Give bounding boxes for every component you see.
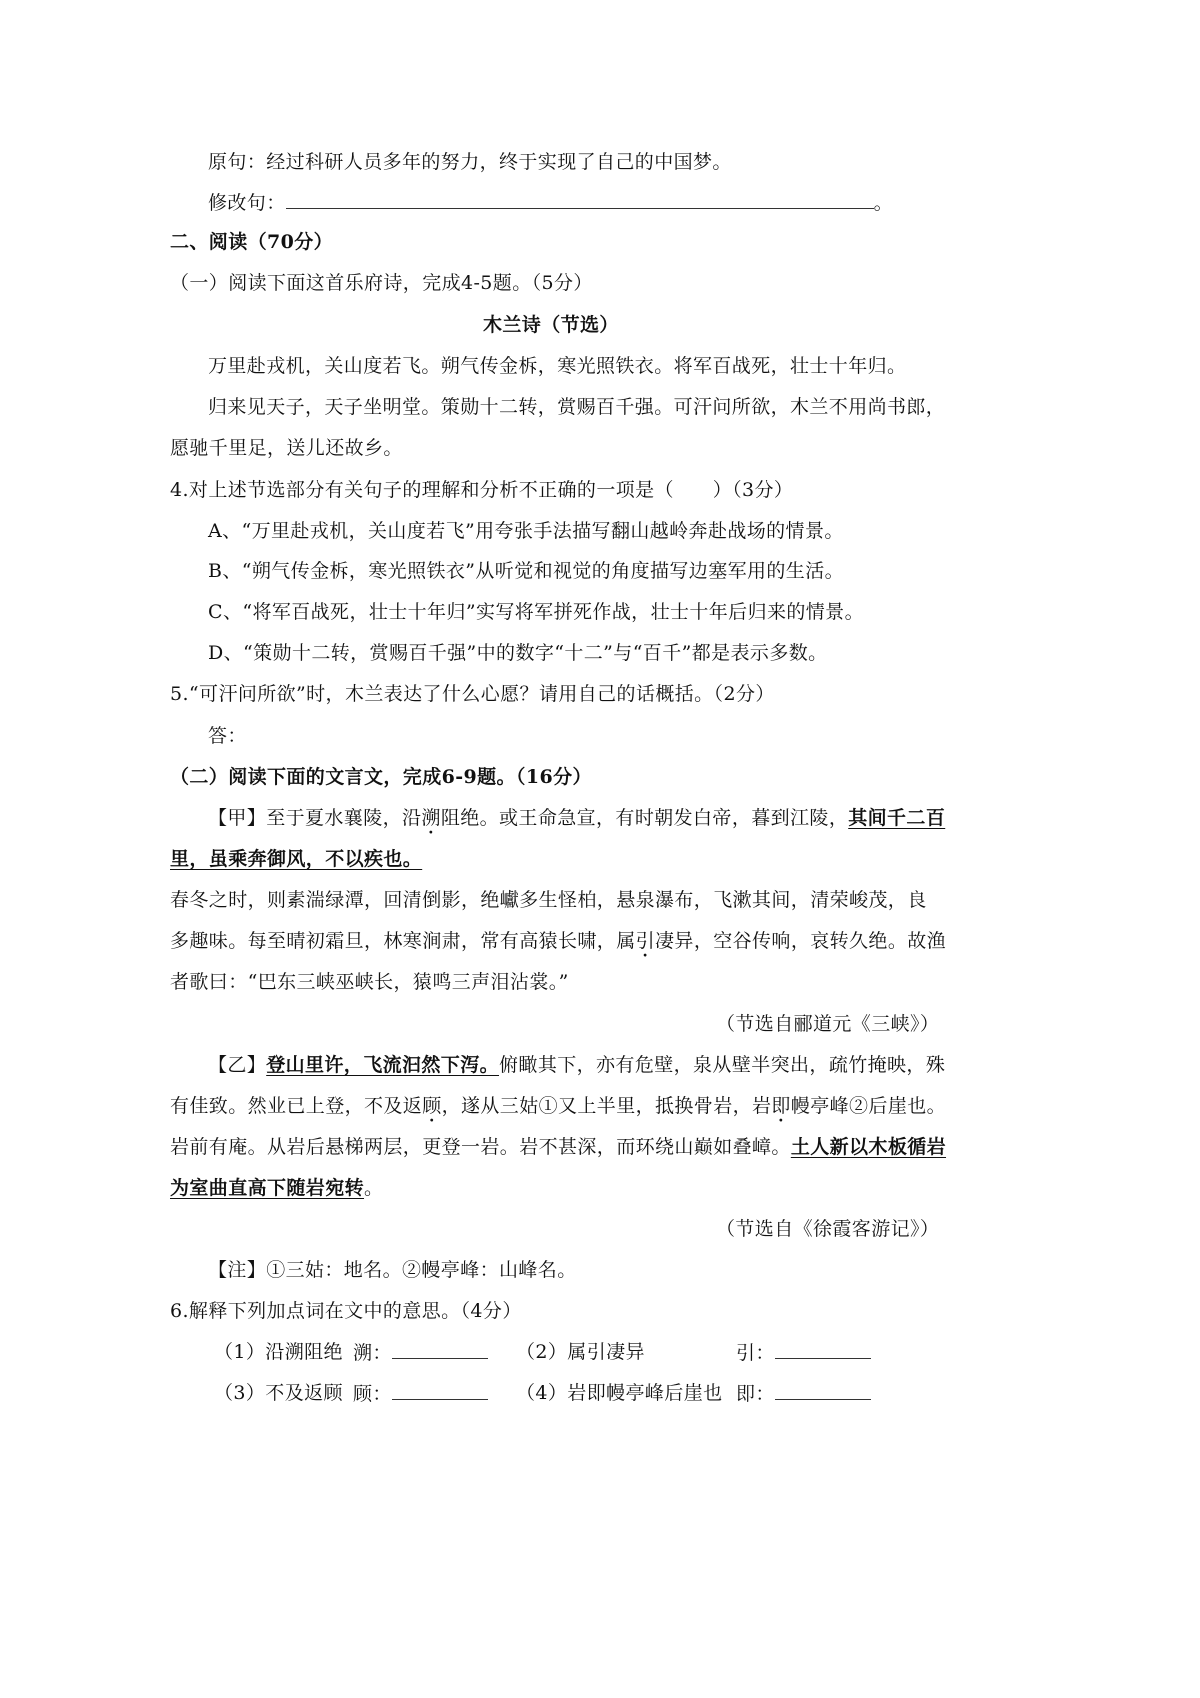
q6-item-2 [516, 1340, 645, 1364]
yi-text: 幔亭峰②后崖也。 [790, 1095, 947, 1117]
q6-answer-blank-3[interactable] [392, 1381, 488, 1400]
jia-text: 凄异，空谷传响，哀转久绝。故渔 [655, 930, 947, 952]
jia-text: 至于夏水襄陵，沿 [266, 807, 422, 829]
yi-text: 有佳致。然业已上登，不及返 [170, 1095, 423, 1117]
q6-item-4-word [736, 1381, 871, 1406]
q6-stem: 6.解释下列加点词在文中的意思。（4分） [170, 1300, 522, 1322]
q6-answer-blank-4[interactable] [775, 1381, 871, 1400]
revised-end: 。 [873, 192, 894, 214]
jia-source: （节选自郦道元《三峡》） [716, 1013, 940, 1035]
q6-item-word: 即： [736, 1383, 775, 1405]
q6-answer-blank-1[interactable] [392, 1340, 488, 1359]
yi-line-3 [170, 1135, 946, 1159]
dotted-word-ji: 即 [771, 1095, 791, 1117]
yi-note: 【注】①三姑：地名。②幔亭峰：山峰名。 [208, 1259, 577, 1281]
dotted-word-yin: 引 [635, 930, 656, 952]
poem-line-3: 愿驰千里足，送儿还故乡。 [170, 437, 403, 459]
revised-label: 修改句： [208, 192, 286, 214]
q5-stem: 5.“可汗问所欲”时，木兰表达了什么心愿？请用自己的话概括。（2分） [170, 683, 775, 705]
q6-item-2-word [736, 1340, 871, 1365]
yi-underlined-sentence: 登山里许，飞流汩然下泻。 [266, 1054, 500, 1076]
yi-line-2 [170, 1094, 946, 1118]
revised-sentence-line [208, 190, 893, 215]
yi-underlined-sentence-2: 土人新以木板循岩 [790, 1136, 947, 1158]
part2-intro: （二）阅读下面的文言文，完成6-9题。（16分） [170, 766, 592, 788]
yi-source: （节选自《徐霞客游记》） [716, 1218, 940, 1240]
yi-line-4 [170, 1176, 383, 1200]
original-text: 经过科研人员多年的努力，终于实现了自己的中国梦。 [266, 151, 732, 173]
q5-answer-label: 答： [208, 725, 247, 747]
q4-option-a: A、“万里赴戎机，关山度若飞”用夸张手法描写翻山越岭奔赴战场的情景。 [208, 520, 844, 542]
yi-line-1 [208, 1053, 945, 1077]
jia-underlined-sentence: 其间千二百 [848, 807, 946, 829]
q6-item-word: 溯： [353, 1342, 392, 1364]
poem-line-1: 万里赴戎机，关山度若飞。朔气传金柝，寒光照铁衣。将军百战死，壮士十年归。 [208, 355, 907, 377]
jia-line-3: 春冬之时，则素湍绿潭，回清倒影，绝巘多生怪柏，悬泉瀑布，飞漱其间，清荣峻茂，良 [170, 889, 927, 911]
yi-underlined-sentence-2-cont: 为室曲直高下随岩宛转 [170, 1177, 365, 1199]
q6-item-number: （2） [516, 1341, 568, 1363]
poem-title: 木兰诗（节选） [483, 314, 619, 336]
jia-underlined-sentence-cont: 里，虽乘奔御风，不以疾也。 [170, 848, 423, 870]
q6-item-3 [214, 1381, 343, 1405]
jia-line-1 [208, 806, 945, 830]
jia-text: 阻绝。或王命急宣，有时朝发白帝，暮到江陵， [440, 807, 849, 829]
dotted-word-su: 溯 [421, 807, 441, 829]
jia-line-4 [170, 929, 946, 953]
q6-answer-blank-2[interactable] [775, 1340, 871, 1359]
poem-line-2: 归来见天子，天子坐明堂。策勋十二转，赏赐百千强。可汗问所欲，木兰不用尚书郎， [208, 396, 946, 418]
q6-item-word: 引： [736, 1342, 775, 1364]
dotted-word-gu: 顾 [422, 1095, 442, 1117]
part1-intro: （一）阅读下面这首乐府诗，完成4-5题。（5分） [170, 272, 593, 294]
q6-item-3-word [353, 1381, 488, 1406]
q4-option-d: D、“策勋十二转，赏赐百千强”中的数字“十二”与“百千”都是表示多数。 [208, 642, 828, 664]
original-sentence-line [208, 150, 732, 174]
jia-text: 多趣味。每至晴初霜旦，林寒涧肃，常有高猿长啸，属 [170, 930, 636, 952]
yi-tag: 【乙】 [208, 1054, 267, 1076]
original-label: 原句： [208, 151, 267, 173]
yi-text: 俯瞰其下，亦有危壁，泉从壁半突出，疏竹掩映，殊 [499, 1054, 946, 1076]
revised-answer-blank[interactable] [286, 190, 874, 209]
q6-item-phrase: 属引凄异 [567, 1341, 645, 1363]
q6-item-phrase: 岩即幔亭峰后崖也 [567, 1382, 723, 1404]
q6-item-1-word [353, 1340, 488, 1365]
q4-stem: 4.对上述节选部分有关句子的理解和分析不正确的一项是（ ）（3分） [170, 479, 794, 501]
q6-item-number: （4） [516, 1382, 568, 1404]
yi-text: 岩前有庵。从岩后悬梯两层，更登一岩。岩不甚深，而环绕山巅如叠嶂。 [170, 1136, 791, 1158]
q6-item-1 [214, 1340, 343, 1364]
q6-item-word: 顾： [353, 1383, 392, 1405]
q4-option-b: B、“朔气传金柝，寒光照铁衣”从听觉和视觉的角度描写边塞军用的生活。 [208, 560, 844, 582]
jia-tag: 【甲】 [208, 807, 267, 829]
q6-item-number: （1） [214, 1341, 266, 1363]
q6-item-phrase: 沿溯阻绝 [265, 1341, 343, 1363]
yi-text: 。 [364, 1177, 384, 1199]
yi-text: ，遂从三姑①又上半里，抵换骨岩，岩 [441, 1095, 772, 1117]
q6-item-phrase: 不及返顾 [265, 1382, 343, 1404]
q6-item-number: （3） [214, 1382, 266, 1404]
section-heading: 二、阅读（70分） [170, 231, 334, 253]
jia-line-5: 者歌曰：“巴东三峡巫峡长，猿鸣三声泪沾裳。” [170, 971, 569, 993]
q6-item-4 [516, 1381, 723, 1405]
q4-option-c: C、“将军百战死，壮士十年归”实写将军拼死作战，壮士十年后归来的情景。 [208, 601, 864, 623]
